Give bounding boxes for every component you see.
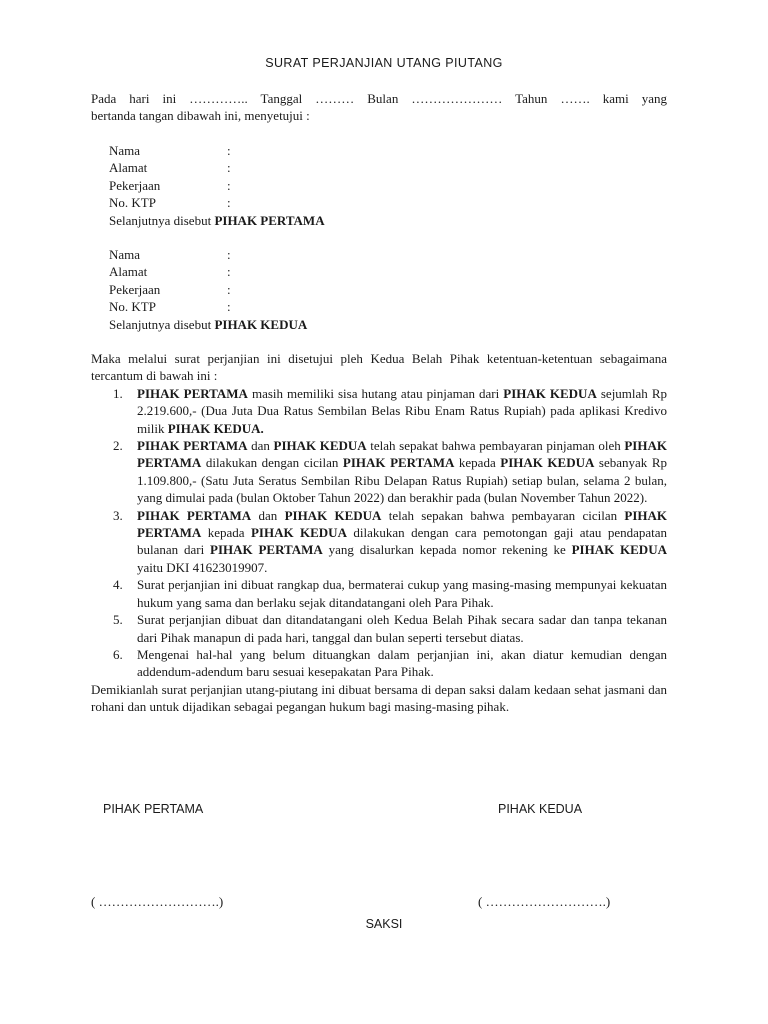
party-2-field-pekerjaan bbox=[109, 281, 509, 298]
clause-text: Surat perjanjian dibuat dan ditandatangani oleh Kedua Belah Pihak secara sadar dan tanpa tekanan dari Pihak manapun di pada hari, tanggal dan bulan seperti tersebut diatas. bbox=[137, 612, 667, 645]
designation-prefix: Selanjutnya disebut bbox=[109, 316, 215, 332]
text-run: dan bbox=[251, 507, 285, 523]
field-label: Alamat bbox=[109, 264, 148, 280]
party-1-block bbox=[109, 142, 509, 229]
party-1-field-pekerjaan bbox=[109, 177, 509, 194]
bold-term: PIHAK KEDUA. bbox=[167, 420, 264, 436]
bold-term: PIHAK KEDUA bbox=[250, 525, 347, 541]
party-2-field-ktp bbox=[109, 298, 509, 315]
bold-term: PIHAK PERTAMA bbox=[137, 438, 248, 454]
document-title: SURAT PERJANJIAN UTANG PIUTANG bbox=[265, 56, 503, 70]
party-1-name: PIHAK PERTAMA bbox=[214, 212, 325, 228]
clause-item-1 bbox=[91, 385, 667, 437]
closing-paragraph: Demikianlah surat perjanjian utang-piutang ini dibuat bersama di depan saksi dalam kedaan sehat jasmani dan rohani dan untuk dijadikan sebagai pegangan hukum bagi masing-masing pihak. bbox=[91, 681, 667, 715]
party-1-designation bbox=[109, 212, 509, 229]
field-label: Alamat bbox=[109, 160, 148, 176]
bold-term: PIHAK PERTAMA bbox=[137, 507, 252, 523]
party-2-name: PIHAK KEDUA bbox=[214, 316, 308, 332]
clause-item-6 bbox=[91, 646, 667, 681]
party-2-block bbox=[109, 246, 509, 333]
bold-term: PIHAK KEDUA bbox=[571, 542, 667, 558]
text-run: telah sepakan bahwa pembayaran cicilan bbox=[381, 507, 625, 523]
party-2-field-nama bbox=[109, 246, 509, 263]
designation-prefix: Selanjutnya disebut bbox=[109, 212, 215, 228]
text-run: sebanyak Rp 1.109.800,- (Satu Juta Seratus Sembilan Ribu Delapan Ratus Rupiah) setiap bulan, selama 2 bulan, yang dimulai pada (bulan Oktober Tahun 2022) dan berakhir pada (bulan November Tahun 2022). bbox=[137, 455, 668, 506]
signature-line-party-1: ( ……………………….) bbox=[91, 894, 224, 909]
clause-item-4 bbox=[91, 576, 667, 611]
field-colon: : bbox=[227, 143, 231, 158]
clause-item-2 bbox=[91, 437, 667, 507]
field-label: No. KTP bbox=[109, 195, 156, 211]
bold-term: PIHAK KEDUA bbox=[500, 455, 595, 471]
intro-line-2: bertanda tangan dibawah ini, menyetujui : bbox=[91, 108, 310, 124]
field-label: Pekerjaan bbox=[109, 177, 161, 193]
text-run: dilakukan dengan cicilan bbox=[201, 455, 343, 471]
clause-number: 3. bbox=[113, 507, 123, 523]
clause-text: Mengenai hal-hal yang belum dituangkan dalam perjanjian ini, akan diatur kemudian dengan addendum-adendum baru sesuai kesepakatan Para Pihak. bbox=[137, 646, 667, 680]
clause-number: 4. bbox=[113, 577, 123, 593]
bold-term: PIHAK PERTAMA bbox=[137, 507, 667, 541]
clause-text bbox=[137, 507, 667, 577]
party-1-field-nama bbox=[109, 142, 509, 159]
clause-text: Surat perjanjian ini dibuat rangkap dua, bermaterai cukup yang masing-masing mempunyai kekuatan hukum yang sama dan berlaku sejak ditandatangani oleh Para Pihak. bbox=[137, 577, 667, 610]
bold-term: PIHAK PERTAMA bbox=[210, 542, 323, 558]
bold-term: PIHAK PERTAMA bbox=[137, 385, 248, 401]
clause-list bbox=[91, 385, 667, 681]
bold-term: PIHAK KEDUA bbox=[273, 438, 367, 454]
clause-number: 1. bbox=[113, 385, 123, 401]
party-2-designation bbox=[109, 316, 509, 333]
field-label: No. KTP bbox=[109, 299, 156, 315]
intro-line-1: Pada hari ini ………….. Tanggal ……… Bulan ………………… Tahun ……. kami yang bbox=[91, 91, 667, 106]
field-colon: : bbox=[227, 281, 231, 297]
signature-label-party-2: PIHAK KEDUA bbox=[498, 802, 583, 816]
text-run: masih memiliki sisa hutang atau pinjaman dari bbox=[247, 385, 504, 401]
intro-paragraph bbox=[91, 90, 667, 125]
clause-text bbox=[137, 385, 667, 437]
bold-term: PIHAK PERTAMA bbox=[342, 455, 455, 471]
clauses-lead: Maka melalui surat perjanjian ini disetujui pleh Kedua Belah Pihak ketentuan-ketentuan sebagaimana tercantum di bawah ini : bbox=[91, 351, 667, 384]
field-label: Pekerjaan bbox=[109, 281, 161, 297]
field-colon: : bbox=[227, 264, 231, 280]
field-colon: : bbox=[227, 247, 231, 262]
signature-label-party-1: PIHAK PERTAMA bbox=[103, 802, 204, 816]
bold-term: PIHAK KEDUA bbox=[284, 507, 382, 523]
witness-heading: SAKSI bbox=[365, 917, 403, 931]
field-colon: : bbox=[227, 299, 231, 315]
bold-term: PIHAK PERTAMA bbox=[137, 438, 667, 471]
clause-number: 5. bbox=[113, 612, 123, 628]
bold-term: PIHAK KEDUA bbox=[503, 385, 597, 401]
text-run: dilakukan dengan cara pemotongan gaji atau pendapatan bulanan dari bbox=[137, 525, 668, 558]
party-2-field-alamat bbox=[109, 263, 509, 280]
clause-text bbox=[137, 437, 667, 507]
agreement-clauses bbox=[91, 350, 667, 716]
signature-line-party-2: ( ……………………….) bbox=[478, 894, 611, 909]
text-run: kepada bbox=[201, 525, 251, 541]
text-run: yang disalurkan kepada nomor rekening ke bbox=[322, 542, 572, 558]
clause-item-5 bbox=[91, 611, 667, 646]
clause-number: 2. bbox=[113, 438, 123, 454]
text-run: kepada bbox=[454, 455, 501, 471]
clause-item-3 bbox=[91, 507, 667, 577]
field-colon: : bbox=[227, 195, 231, 211]
party-1-field-alamat bbox=[109, 159, 509, 176]
clause-number: 6. bbox=[113, 646, 123, 662]
text-run: telah sepakat bahwa pembayaran pinjaman oleh bbox=[366, 438, 625, 454]
text-run: dan bbox=[247, 438, 274, 454]
text-run: yaitu DKI 41623019907. bbox=[137, 559, 268, 575]
field-label: Nama bbox=[109, 247, 141, 262]
field-colon: : bbox=[227, 160, 231, 176]
field-colon: : bbox=[227, 177, 231, 193]
party-1-field-ktp bbox=[109, 194, 509, 211]
field-label: Nama bbox=[109, 143, 141, 158]
text-run: sejumlah Rp 2.219.600,- (Dua Juta Dua Ratus Sembilan Belas Ribu Enam Ratus Rupiah) pada aplikasi Kredivo milik bbox=[137, 385, 667, 436]
